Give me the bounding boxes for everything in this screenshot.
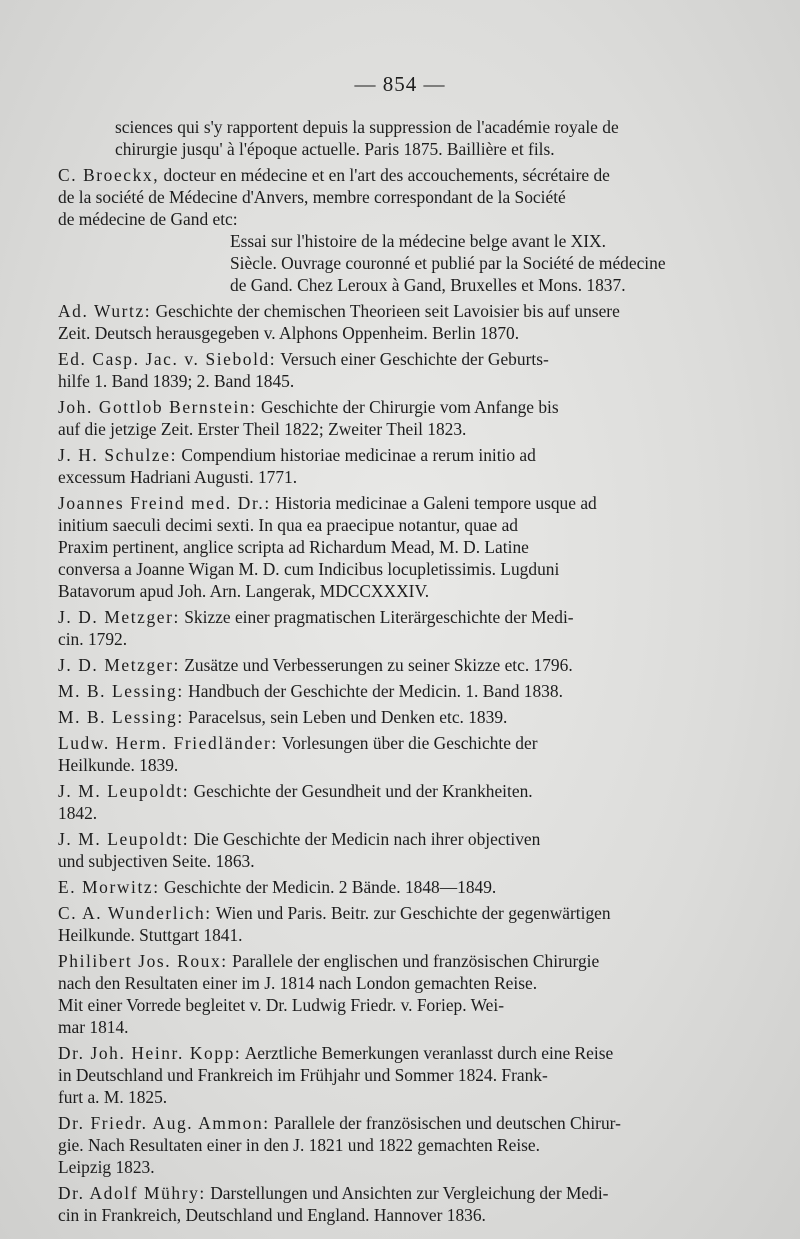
- entry-text: Wien und Paris. Beitr. zur Geschichte der gegenwärtigen: [215, 903, 611, 923]
- bibliography-entry: [58, 828, 718, 872]
- bibliography-entry: [58, 902, 718, 946]
- entry-line: [58, 164, 718, 186]
- entry-author: Ludw. Herm. Friedländer:: [58, 733, 278, 753]
- entry-text: Handbuch der Geschichte der Medicin. 1. Band 1838.: [188, 681, 563, 701]
- bibliography-entry: [58, 876, 718, 898]
- entry-text: excessum Hadriani Augusti. 1771.: [58, 467, 298, 487]
- entry-text: cin. 1792.: [58, 629, 128, 649]
- entry-text: Zusätze und Verbesserungen zu seiner Skizze etc. 1796.: [184, 655, 573, 675]
- entry-line: [58, 654, 718, 676]
- entry-author: J. D. Metzger:: [58, 655, 180, 675]
- entry-line: [58, 208, 718, 230]
- entry-line: [58, 924, 718, 946]
- entry-line: [58, 348, 718, 370]
- entry-line: [58, 1016, 718, 1038]
- entry-text: mar 1814.: [58, 1017, 129, 1037]
- bibliography-entry: [58, 1042, 718, 1108]
- entry-line: [58, 186, 718, 208]
- entry-line: [58, 580, 718, 602]
- entry-line: [58, 902, 718, 924]
- entry-author: Dr. Friedr. Aug. Ammon:: [58, 1113, 270, 1133]
- entry-line: [58, 828, 718, 850]
- bibliography-entry: [58, 1112, 718, 1178]
- bibliography-entry: [58, 732, 718, 776]
- entry-author: Joannes Freind med. Dr.:: [58, 493, 271, 513]
- entry-line: [58, 972, 718, 994]
- entry-text: Parallele der französischen und deutschen Chirur-: [274, 1113, 621, 1133]
- entry-line: [58, 1204, 718, 1226]
- entry-line: [58, 558, 718, 580]
- entry-text: Geschichte der Medicin. 2 Bände. 1848—1849.: [164, 877, 497, 897]
- entry-text: und subjectiven Seite. 1863.: [58, 851, 255, 871]
- entry-author: J. M. Leupoldt:: [58, 781, 190, 801]
- entry-text: Die Geschichte der Medicin nach ihrer objectiven: [193, 829, 541, 849]
- bibliography-entry: [58, 780, 718, 824]
- entry-text: gie. Nach Resultaten einer in den J. 1821 und 1822 gemachten Reise.: [58, 1135, 540, 1155]
- entry-author: Joh. Gottlob Bernstein:: [58, 397, 257, 417]
- entry-text: Geschichte der Chirurgie vom Anfange bis: [260, 397, 559, 417]
- entry-text: initium saeculi decimi sexti. In qua ea praecipue notantur, quae ad: [58, 515, 518, 535]
- bibliography-entry: [58, 300, 718, 344]
- entry-quoted-title-line: Siècle. Ouvrage couronné et publié par la Société de médecine: [230, 253, 666, 273]
- entry-text: Heilkunde. 1839.: [58, 755, 179, 775]
- entry-text: Vorlesungen über die Geschichte der: [281, 733, 538, 753]
- bibliography-entry: [58, 164, 718, 296]
- entry-text: Parallele der englischen und französischen Chirurgie: [232, 951, 600, 971]
- entry-line: [58, 536, 718, 558]
- bibliography-entry: [58, 116, 718, 160]
- entry-text: de médecine de Gand etc:: [58, 209, 238, 229]
- entry-text: Historia medicinae a Galeni tempore usque ad: [275, 493, 597, 513]
- entry-text: Aerztliche Bemerkungen veranlasst durch eine Reise: [244, 1043, 614, 1063]
- entry-line: [115, 138, 718, 160]
- entry-text: hilfe 1. Band 1839; 2. Band 1845.: [58, 371, 295, 391]
- entry-line: [58, 780, 718, 802]
- entry-line: [58, 994, 718, 1016]
- entry-line: [58, 680, 718, 702]
- entry-author: Dr. Adolf Mühry:: [58, 1183, 206, 1203]
- entry-text: sciences qui s'y rapportent depuis la suppression de l'académie royale de: [115, 117, 619, 137]
- entry-line: [58, 1182, 718, 1204]
- entry-text: Paracelsus, sein Leben und Denken etc. 1839.: [188, 707, 508, 727]
- entry-line: [58, 850, 718, 872]
- entry-text: Geschichte der chemischen Theorieen seit Lavoisier bis auf unsere: [155, 301, 620, 321]
- entry-text: nach den Resultaten einer im J. 1814 nach London gemachten Reise.: [58, 973, 538, 993]
- entry-text: furt a. M. 1825.: [58, 1087, 168, 1107]
- entry-author: J. H. Schulze:: [58, 445, 177, 465]
- entry-author: J. D. Metzger:: [58, 607, 180, 627]
- entry-quoted-title-line: de Gand. Chez Leroux à Gand, Bruxelles et Mons. 1837.: [230, 275, 626, 295]
- entry-line: [58, 802, 718, 824]
- entry-line: [58, 1042, 718, 1064]
- bibliography-entry: [58, 606, 718, 650]
- entry-text: auf die jetzige Zeit. Erster Theil 1822; Zweiter Theil 1823.: [58, 419, 467, 439]
- entry-text: in Deutschland und Frankreich im Frühjahr und Sommer 1824. Frank-: [58, 1065, 548, 1085]
- bibliography-entry: [58, 654, 718, 676]
- entry-line: [58, 1064, 718, 1086]
- entry-author: Ed. Casp. Jac. v. Siebold:: [58, 349, 277, 369]
- entry-text: Versuch einer Geschichte der Geburts-: [280, 349, 549, 369]
- entry-line: [58, 514, 718, 536]
- entry-author: J. M. Leupoldt:: [58, 829, 190, 849]
- entry-line: [58, 606, 718, 628]
- entry-text: de la société de Médecine d'Anvers, membre correspondant de la Société: [58, 187, 566, 207]
- entry-text: Zeit. Deutsch herausgegeben v. Alphons Oppenheim. Berlin 1870.: [58, 323, 520, 343]
- entry-text: Leipzig 1823.: [58, 1157, 155, 1177]
- entry-text: Heilkunde. Stuttgart 1841.: [58, 925, 243, 945]
- entry-line: [58, 1086, 718, 1108]
- entry-author: M. B. Lessing:: [58, 707, 184, 727]
- bibliography-entry: [58, 492, 718, 602]
- entry-author: C. A. Wunderlich:: [58, 903, 212, 923]
- entry-author: Ad. Wurtz:: [58, 301, 152, 321]
- bibliography-entry: [58, 348, 718, 392]
- entry-line: [58, 876, 718, 898]
- entry-line: [58, 1134, 718, 1156]
- bibliography-entry: [58, 680, 718, 702]
- entry-text: cin in Frankreich, Deutschland und England. Hannover 1836.: [58, 1205, 486, 1225]
- entry-line: [58, 300, 718, 322]
- entry-text: Batavorum apud Joh. Arn. Langerak, MDCCXXXIV.: [58, 581, 430, 601]
- entry-text: docteur en médecine et en l'art des accouchements, sécrétaire de: [163, 165, 610, 185]
- entry-text: Praxim pertinent, anglice scripta ad Richardum Mead, M. D. Latine: [58, 537, 529, 557]
- bibliography-entry: [58, 444, 718, 488]
- entry-text: 1842.: [58, 803, 98, 823]
- entry-text: Geschichte der Gesundheit und der Krankheiten.: [193, 781, 533, 801]
- entry-author: Philibert Jos. Roux:: [58, 951, 228, 971]
- page-number: — 854 —: [354, 72, 446, 96]
- entry-text: Compendium historiae medicinae a rerum initio ad: [181, 445, 536, 465]
- entry-text: Skizze einer pragmatischen Literärgeschichte der Medi-: [184, 607, 574, 627]
- entry-author: E. Morwitz:: [58, 877, 160, 897]
- entry-line: [58, 706, 718, 728]
- entry-author: C. Broeckx,: [58, 165, 160, 185]
- bibliography-entry: [58, 1182, 718, 1226]
- entry-line: [58, 628, 718, 650]
- entry-line: [58, 370, 718, 392]
- entry-line: [58, 754, 718, 776]
- entry-line: [115, 116, 718, 138]
- entry-line: [58, 950, 718, 972]
- entry-author: Dr. Joh. Heinr. Kopp:: [58, 1043, 242, 1063]
- entry-text: Darstellungen und Ansichten zur Vergleichung der Medi-: [210, 1183, 609, 1203]
- entry-line: [58, 418, 718, 440]
- entry-line: [58, 322, 718, 344]
- bibliography-entry: [58, 706, 718, 728]
- entry-text: conversa a Joanne Wigan M. D. cum Indicibus locupletissimis. Lugduni: [58, 559, 560, 579]
- entry-line: [58, 1112, 718, 1134]
- entry-text: Mit einer Vorrede begleitet v. Dr. Ludwig Friedr. v. Foriep. Wei-: [58, 995, 504, 1015]
- bibliography-entry: [58, 950, 718, 1038]
- entry-line: [58, 444, 718, 466]
- entry-text: chirurgie jusqu' à l'époque actuelle. Paris 1875. Baillière et fils.: [115, 139, 555, 159]
- entry-line: [58, 492, 718, 514]
- entry-quoted-title-line: Essai sur l'histoire de la médecine belge avant le XIX.: [230, 231, 606, 251]
- entry-line: [58, 732, 718, 754]
- entry-line: [58, 396, 718, 418]
- entry-author: M. B. Lessing:: [58, 681, 184, 701]
- bibliography-entry: [58, 396, 718, 440]
- entry-line: [58, 466, 718, 488]
- entry-line: [58, 1156, 718, 1178]
- bibliography-list: [58, 116, 718, 1230]
